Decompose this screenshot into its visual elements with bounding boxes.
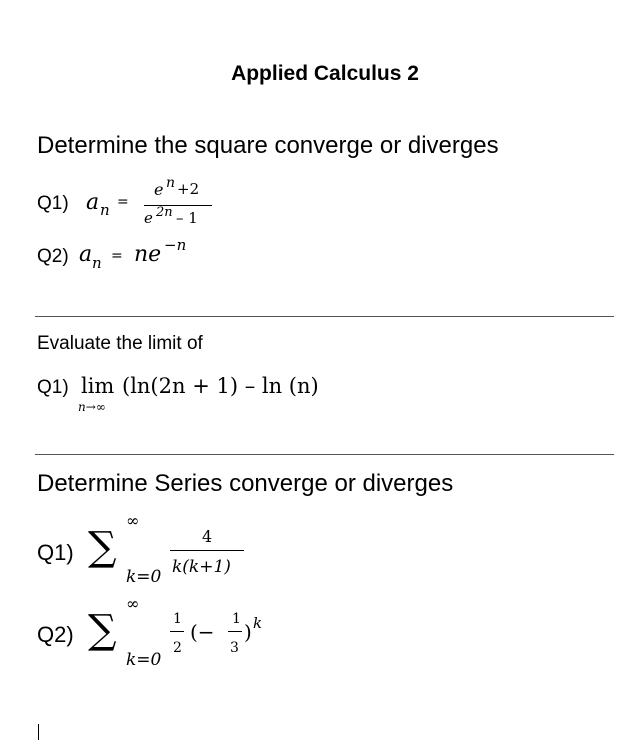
series-q2-power: k: [253, 614, 263, 632]
q2-lhs: a: [79, 242, 93, 267]
series-q2-inner-den: 3: [230, 640, 239, 656]
series-q2-coef-num: 1: [173, 611, 182, 627]
series-q2-inner-bar: [228, 631, 242, 632]
q2-rhs-exp: −n: [164, 236, 187, 254]
series-q2-paren-close: ): [244, 620, 252, 644]
limit-expression: (ln(2n + 1) – ln (n): [122, 374, 319, 398]
q2-lhs-sub: n: [92, 254, 102, 272]
q1-lhs-sub: n: [100, 201, 110, 219]
divider-1: [35, 316, 614, 317]
q1-label: Q1): [37, 193, 69, 214]
series-q1-lower: k=0: [126, 567, 162, 587]
q1-lhs: a: [86, 190, 100, 215]
series-q2-lower: k=0: [126, 650, 162, 670]
sequences-heading: Determine the square converge or diverges: [37, 132, 499, 159]
series-q1-fraction-bar: [170, 550, 244, 551]
series-q1-upper: ∞: [126, 511, 140, 530]
series-q1-label: Q1): [37, 540, 74, 565]
q1-den-tail: – 1: [176, 209, 198, 227]
q2-equals: =: [111, 248, 123, 264]
series-q2-upper: ∞: [126, 594, 140, 613]
text-cursor: [38, 724, 39, 740]
q1-den-exp: 2n: [156, 205, 173, 220]
q2-rhs: ne: [134, 242, 162, 267]
limit-subscript: n→∞: [78, 400, 106, 414]
series-q2-sigma: ∑: [88, 607, 117, 653]
q1-equals: =: [117, 194, 129, 210]
q1-num-tail: +2: [177, 180, 200, 198]
limit-lim: lim: [81, 374, 115, 398]
q1-den-base: e: [144, 209, 153, 227]
series-q1-den: k(k+1): [172, 557, 231, 577]
series-q2-paren-open: (−: [190, 620, 215, 644]
limits-heading: Evaluate the limit of: [37, 333, 203, 354]
q1-num-exp: n: [166, 175, 176, 191]
series-q2-coef-den: 2: [173, 640, 182, 656]
q1-num-base: e: [154, 180, 164, 199]
limit-q1-label: Q1): [37, 377, 69, 398]
series-q1-sigma: ∑: [88, 524, 117, 570]
series-q2-inner-num: 1: [232, 611, 241, 627]
series-q2-label: Q2): [37, 622, 74, 647]
q2-label: Q2): [37, 246, 69, 267]
document-title: Applied Calculus 2: [231, 62, 419, 85]
series-q1-num: 4: [202, 527, 213, 546]
series-q2-coef-bar: [170, 631, 184, 632]
q1-fraction-bar: [144, 205, 212, 206]
series-heading: Determine Series converge or diverges: [37, 470, 454, 497]
divider-2: [35, 454, 614, 455]
